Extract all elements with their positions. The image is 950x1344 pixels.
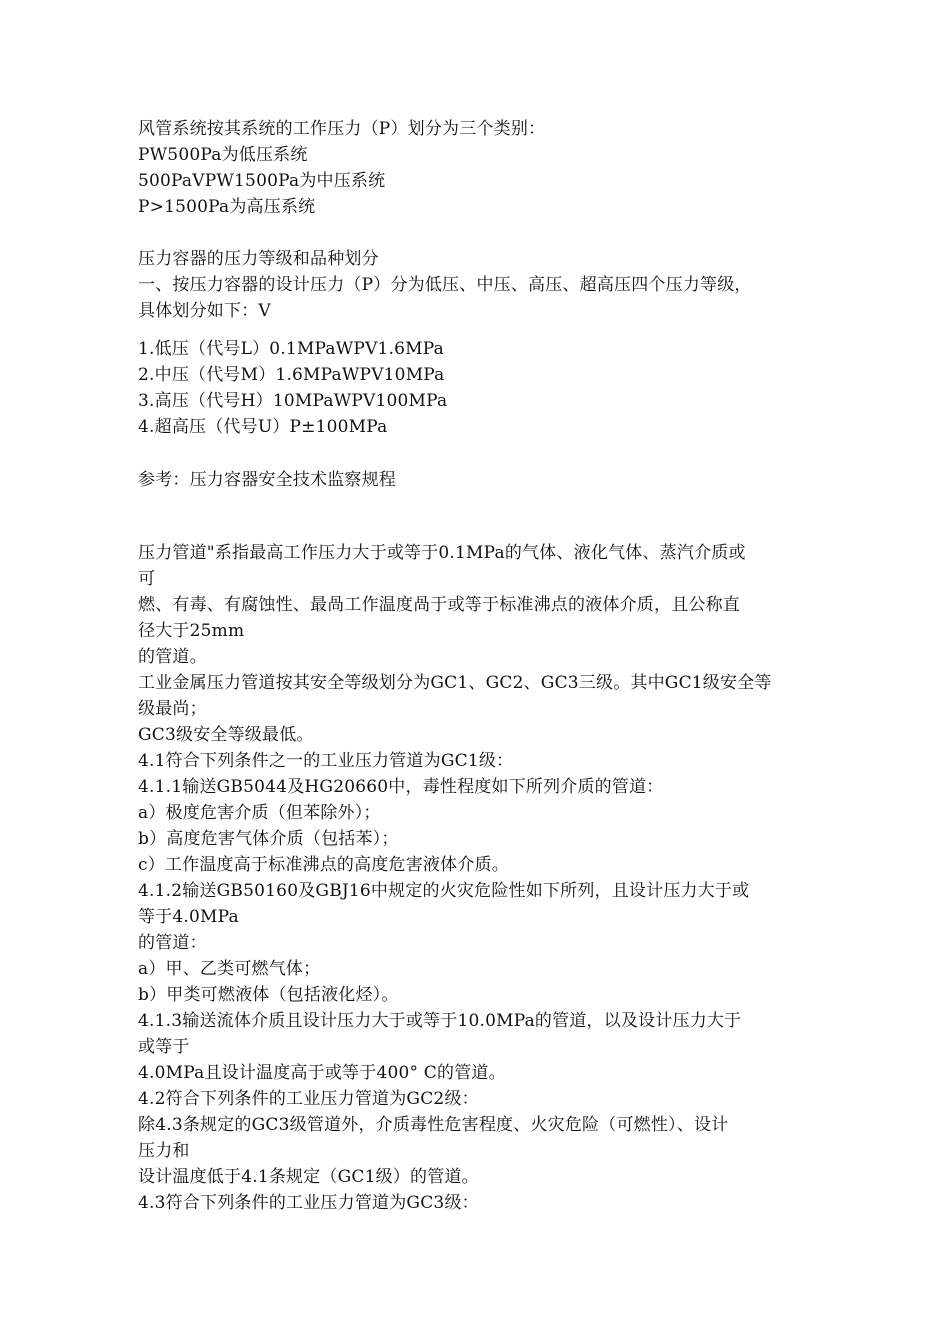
list-item: 1.低压（代号L）0.1MPaWPV1.6MPa	[138, 339, 445, 359]
paragraph-line: 4.1.2输送GB50160及GBJ16中规定的火灾危险性如下所列，且设计压力大于或	[138, 881, 750, 901]
pressure-pipeline-section	[138, 540, 818, 1216]
paragraph-line: PW500Pa为低压系统	[138, 145, 308, 165]
paragraph-line: 径大于25mm	[138, 621, 245, 641]
paragraph-line: 具体划分如下：V	[138, 301, 271, 321]
paragraph-line: 4.1符合下列条件之一的工业压力管道为GC1级：	[138, 751, 514, 771]
paragraph-line: 除4.3条规定的GC3级管道外，介质毒性危害程度、火灾危险（可燃性）、设计	[138, 1115, 729, 1135]
paragraph-line: 的管道：	[138, 933, 207, 953]
paragraph-line: b）甲类可燃液体（包括液化烃）。	[138, 985, 399, 1005]
paragraph-line: 风管系统按其系统的工作压力（P）划分为三个类别：	[138, 119, 546, 139]
list-item: 2.中压（代号M）1.6MPaWPV10MPa	[138, 365, 445, 385]
reference-line: 参考：压力容器安全技术监察规程	[138, 470, 396, 490]
paragraph-line: c）工作温度高于标准沸点的高度危害液体介质。	[138, 855, 509, 875]
pressure-vessel-section	[138, 246, 818, 493]
paragraph-line: 4.1.1输送GB5044及HG20660中，毒性程度如下所列介质的管道：	[138, 777, 664, 797]
paragraph-line: 4.3符合下列条件的工业压力管道为GC3级：	[138, 1193, 479, 1213]
paragraph-line: 可	[138, 569, 156, 589]
paragraph-line: 的管道。	[138, 647, 207, 667]
paragraph-line: 工业金属压力管道按其安全等级划分为GC1、GC2、GC3三级。其中GC1级安全等	[138, 673, 772, 693]
paragraph-line: 4.2符合下列条件的工业压力管道为GC2级：	[138, 1089, 479, 1109]
list-item: 4.超高压（代号U）P±100MPa	[138, 417, 388, 437]
paragraph-line: 级最尚；	[138, 699, 207, 719]
paragraph-line: 等于4.0MPa	[138, 907, 239, 927]
section-title: 压力容器的压力等级和品种划分	[138, 249, 379, 269]
list-item: 3.高压（代号H）10MPaWPV100MPa	[138, 391, 448, 411]
paragraph-line: 压力管道"系指最高工作压力大于或等于0.1MPa的气体、液化气体、蒸汽介质或	[138, 543, 746, 563]
paragraph-line: 或等于	[138, 1037, 190, 1057]
paragraph-line: 一、按压力容器的设计压力（P）分为低压、中压、高压、超高压四个压力等级，	[138, 275, 752, 295]
paragraph-line: 4.0MPa且设计温度高于或等于400° C的管道。	[138, 1063, 506, 1083]
duct-system-section	[138, 116, 818, 220]
paragraph-line: 500PaVPW1500Pa为中压系统	[138, 171, 386, 191]
paragraph-line: P>1500Pa为高压系统	[138, 197, 316, 217]
paragraph-line: 压力和	[138, 1141, 190, 1161]
paragraph-line: GC3级安全等级最低。	[138, 725, 314, 745]
paragraph-line: a）甲、乙类可燃气体；	[138, 959, 321, 979]
paragraph-line: 设计温度低于4.1条规定（GC1级）的管道。	[138, 1167, 479, 1187]
paragraph-line: b）高度危害气体介质（包括苯）；	[138, 829, 399, 849]
paragraph-line: 燃、有毒、有腐蚀性、最咼工作温度咼于或等于标准沸点的液体介质，且公称直	[138, 595, 740, 615]
paragraph-line: a）极度危害介质（但苯除外）；	[138, 803, 381, 823]
paragraph-line: 4.1.3输送流体介质且设计压力大于或等于10.0MPa的管道，以及设计压力大于	[138, 1011, 742, 1031]
